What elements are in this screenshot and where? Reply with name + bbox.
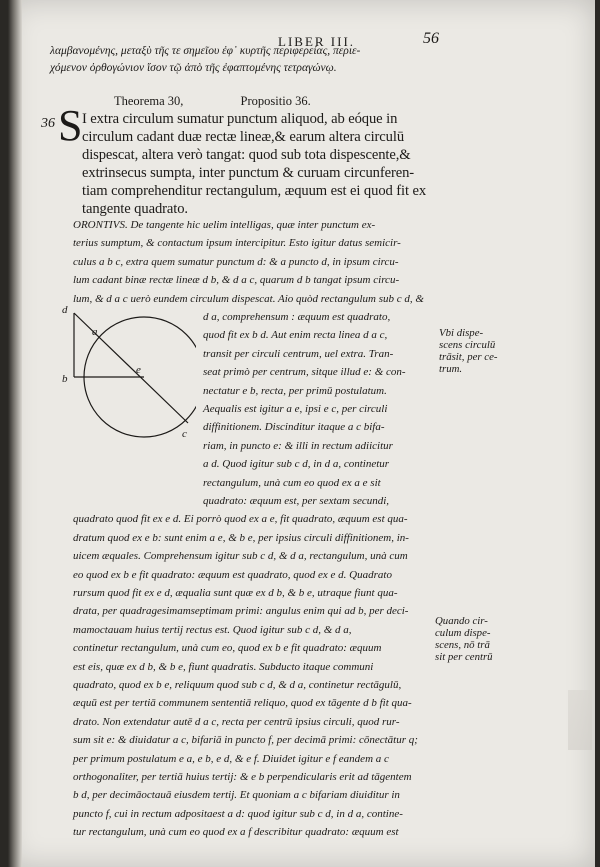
commentary-line: drata, per quadragesimamseptimam primi: angulus enim qui ad b, per deci-: [73, 605, 409, 618]
figure-label-a: a: [92, 326, 98, 338]
commentary-line: transit per circuli centrum, uel extra. Tran-: [203, 347, 394, 360]
commentary-line: uicem æquales. Comprehensum igitur sub c d, & d a, rectangulum, unà cum: [73, 550, 408, 563]
greek-line: χόμενον ὀρθογώνιον ἴσον τῷ ἀπὸ τῆς ἐφαπτομένης τετραγώνῳ.: [50, 62, 337, 74]
commentary-line: Aequalis est igitur a e, ipsi e c, per circuli: [203, 403, 388, 415]
commentary-line: dratum quod ex e b: sunt enim a e, & b e, per ipsius circuli diffinitionem, in-: [73, 531, 409, 544]
theorem-label: Theorema 30,: [114, 94, 184, 108]
figure-label-d: d: [62, 305, 68, 316]
commentary-line: est eis, quæ ex d b, & b e, fiunt quadratis. Subducto itaque communi: [73, 660, 374, 673]
running-head-title: LIBER III.: [278, 34, 356, 49]
greek-line: λαμβανομένης, μεταξὺ τῆς τε σημεῖου ἐφ᾽ κυρτῆς περιφερείας, περιε-: [50, 45, 361, 57]
enunciation-line: tiam comprehenditur rectangulum, æquum est ei quod fit ex: [82, 183, 427, 199]
enunciation-line: circulum cadant duæ rectæ lineæ,& earum altera circulū: [82, 129, 405, 145]
figure-label-c: c: [182, 428, 187, 440]
commentary-line: tur rectangulum, unà cum eo quod ex a f describitur quadrato: æquum est: [73, 826, 399, 839]
commentary-line: quadrato quod fit ex e d. Ei porrò quod ex a e, fit quadrato, æquum est qua-: [73, 513, 408, 526]
commentary-line: nectatur e b, recta, per primū postulatum.: [203, 384, 387, 397]
commentary-line: riam, in puncto e: & illi in rectum adiicitur: [203, 439, 393, 452]
commentary-line: seat primò per centrum, sitque illud e: & con-: [203, 366, 406, 379]
commentary-line: lum, & d a c uerò eundem circulum dispescat. Aio quòd rectangulum sub c d, &: [73, 292, 424, 305]
side-note-line: Vbi dispe-: [439, 327, 484, 339]
commentary-line: b d, per decimāoctauā eiusdem tertij. Et quoniam a c bifariam diuiditur in: [73, 789, 400, 802]
side-note-line: Quando cir-: [435, 615, 488, 627]
page-spine-shadow: [8, 0, 22, 867]
commentary-line: d a, comprehensum : æquum est quadrato,: [203, 311, 391, 323]
commentary-line: per primum postulatum e a, e b, e d, & e f. Diuidet igitur e f eandem a c: [73, 752, 389, 765]
enunciation: [82, 110, 462, 218]
theorem-heading: [114, 94, 311, 109]
commentary-line: culus a b c, extra quem sumatur punctum d: & a puncto d, in ipsum circu-: [73, 255, 399, 268]
commentary-line: quadrato: æquum est, per sextam secundi,: [203, 495, 390, 507]
commentary-line: quadrato, quod ex b e, reliquum quod sub c d, & d a, continetur rectāgulū,: [73, 679, 402, 691]
side-note: [439, 327, 497, 375]
commentary-line: ORONTIVS. De tangente hic uelim intelligas, quæ inter punctum ex-: [73, 219, 376, 231]
commentary-line: puncto f, cui in rectum adpositaest a d: quod igitur sub c d, in d a, contine-: [73, 807, 403, 820]
page-number: 56: [423, 30, 439, 47]
commentary-line: rursum quod fit ex e d, æqualia sunt quæ ex d b, & b e, utraque fiunt qua-: [73, 587, 398, 599]
figure-label-b: b: [62, 373, 68, 385]
side-note-line: scens circulū: [439, 339, 496, 351]
commentary-line: mamoctauam huius tertij rectus est. Quod igitur sub c d, & d a,: [73, 623, 352, 636]
enunciation-line: I extra circulum sumatur punctum aliquod, ab eóque in: [82, 111, 398, 127]
circle-diagram: [56, 305, 196, 445]
commentary-line: continetur rectangulum, unà cum eo, quod ex b e fit quadrato: æquum: [73, 642, 382, 655]
show-through-bleed: [568, 690, 592, 750]
commentary-line: drato. Non extendatur autē d a c, recta per centrū ipsius circuli, quod rur-: [73, 715, 400, 728]
commentary-line: lum cadant binæ rectæ lineæ d b, & d a c, quarum d b tangat ipsum circu-: [73, 274, 400, 287]
margin-proposition-number: 36: [41, 116, 55, 131]
commentary-line: diffinitionem. Discinditur itaque a c bifa-: [203, 421, 385, 434]
side-note-line: trāsit, per ce-: [439, 351, 498, 363]
figure-label-e: e: [136, 364, 141, 376]
book-page: [8, 0, 595, 867]
side-note-line: trum.: [439, 363, 463, 375]
enunciation-line: extrinsecus sumpta, inter punctum & curuam circunferen-: [82, 165, 415, 181]
commentary-line: sum sit e: & diuidatur a c, bifariā in puncto f, per decimā primi: cōnectātur q;: [73, 734, 418, 747]
side-note-line: sit per centrū: [435, 651, 493, 663]
proposition-label: Propositio 36.: [240, 94, 311, 108]
commentary-line: eo quod ex b e fit quadrato: æquum est quadrato, quod ex e d. Quadrato: [73, 568, 392, 581]
commentary-line: quod fit ex b d. Aut enim recta linea d a c,: [203, 329, 388, 342]
commentary-line: a d. Quod igitur sub c d, in d a, continetur: [203, 458, 390, 471]
commentary-line: terius sumptum, & contactum ipsum intercipitur. Esto igitur datus semicir-: [73, 237, 401, 250]
commentary-line: rectangulum, unà cum eo quod ex a e sit: [203, 476, 381, 489]
geometry-figure: [56, 305, 196, 445]
commentary-line: orthogonaliter, per tertiā huius tertij: & e b perpendicularis erit ad tāgentem: [73, 771, 412, 783]
side-note-line: culum dispe-: [435, 627, 491, 639]
enunciation-line: tangente quadrato.: [82, 201, 188, 217]
side-note-line: scens, nō trā: [435, 639, 490, 651]
commentary-line: æquū est per tertiā communem sententiā reliquo, quod ex tāgente d b fit qua-: [73, 697, 412, 710]
enunciation-line: dispescat, altera verò tangat: quod sub tota dispescente,&: [82, 147, 411, 163]
drop-initial: S: [58, 101, 83, 150]
side-note: [435, 615, 493, 663]
